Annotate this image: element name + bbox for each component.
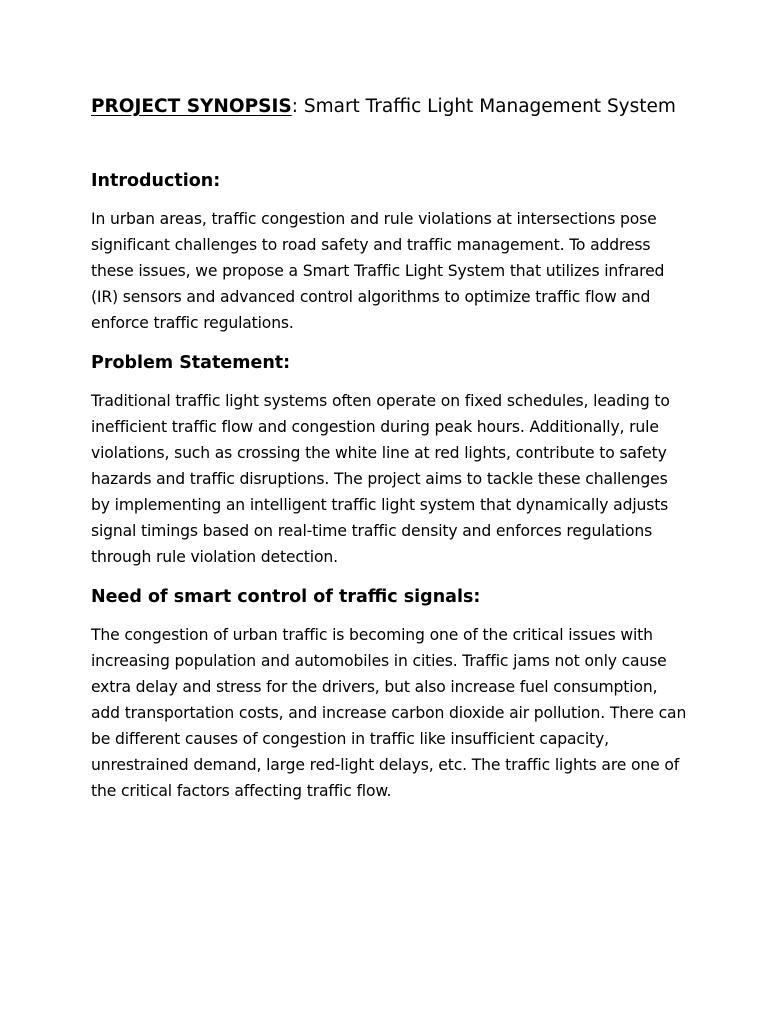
title-label: PROJECT SYNOPSIS [91, 96, 292, 117]
title-text: Smart Traffic Light Management System [303, 96, 676, 117]
section-heading-need: Need of smart control of traffic signals: [91, 587, 481, 607]
section-body-need: The congestion of urban traffic is becoming one of the critical issues with increasing population and automobiles in cities. Traffic jams not only cause extra delay and stress for the drivers, but also increase fuel consumption, add transportation costs, and increase carbon dioxide air pollution. There can be different causes of congestion in traffic like insufficient capacity, unrestrained demand, large red-light delays, etc. The traffic lights are one of the critical factors affecting traffic flow. [91, 626, 687, 800]
section-body-introduction: In urban areas, traffic congestion and rule violations at intersections pose significant challenges to road safety and traffic management. To address these issues, we propose a Smart Traffic Light System that utilizes infrared (IR) sensors and advanced control algorithms to optimize traffic flow and enforce traffic regulations. [91, 210, 665, 332]
section-body-problem-statement: Traditional traffic light systems often operate on fixed schedules, leading to inefficient traffic flow and congestion during peak hours. Additionally, rule violations, such as crossing the white line at red lights, contribute to safety hazards and traffic disruptions. The project aims to tackle these challenges by implementing an intelligent traffic light system that dynamically adjusts signal timings based on real-time traffic density and enforces regulations through rule violation detection. [91, 392, 670, 566]
section-heading-introduction: Introduction: [91, 171, 221, 191]
document-title [91, 93, 688, 121]
section-heading-problem-statement: Problem Statement: [91, 353, 291, 373]
title-separator: : [291, 96, 298, 117]
